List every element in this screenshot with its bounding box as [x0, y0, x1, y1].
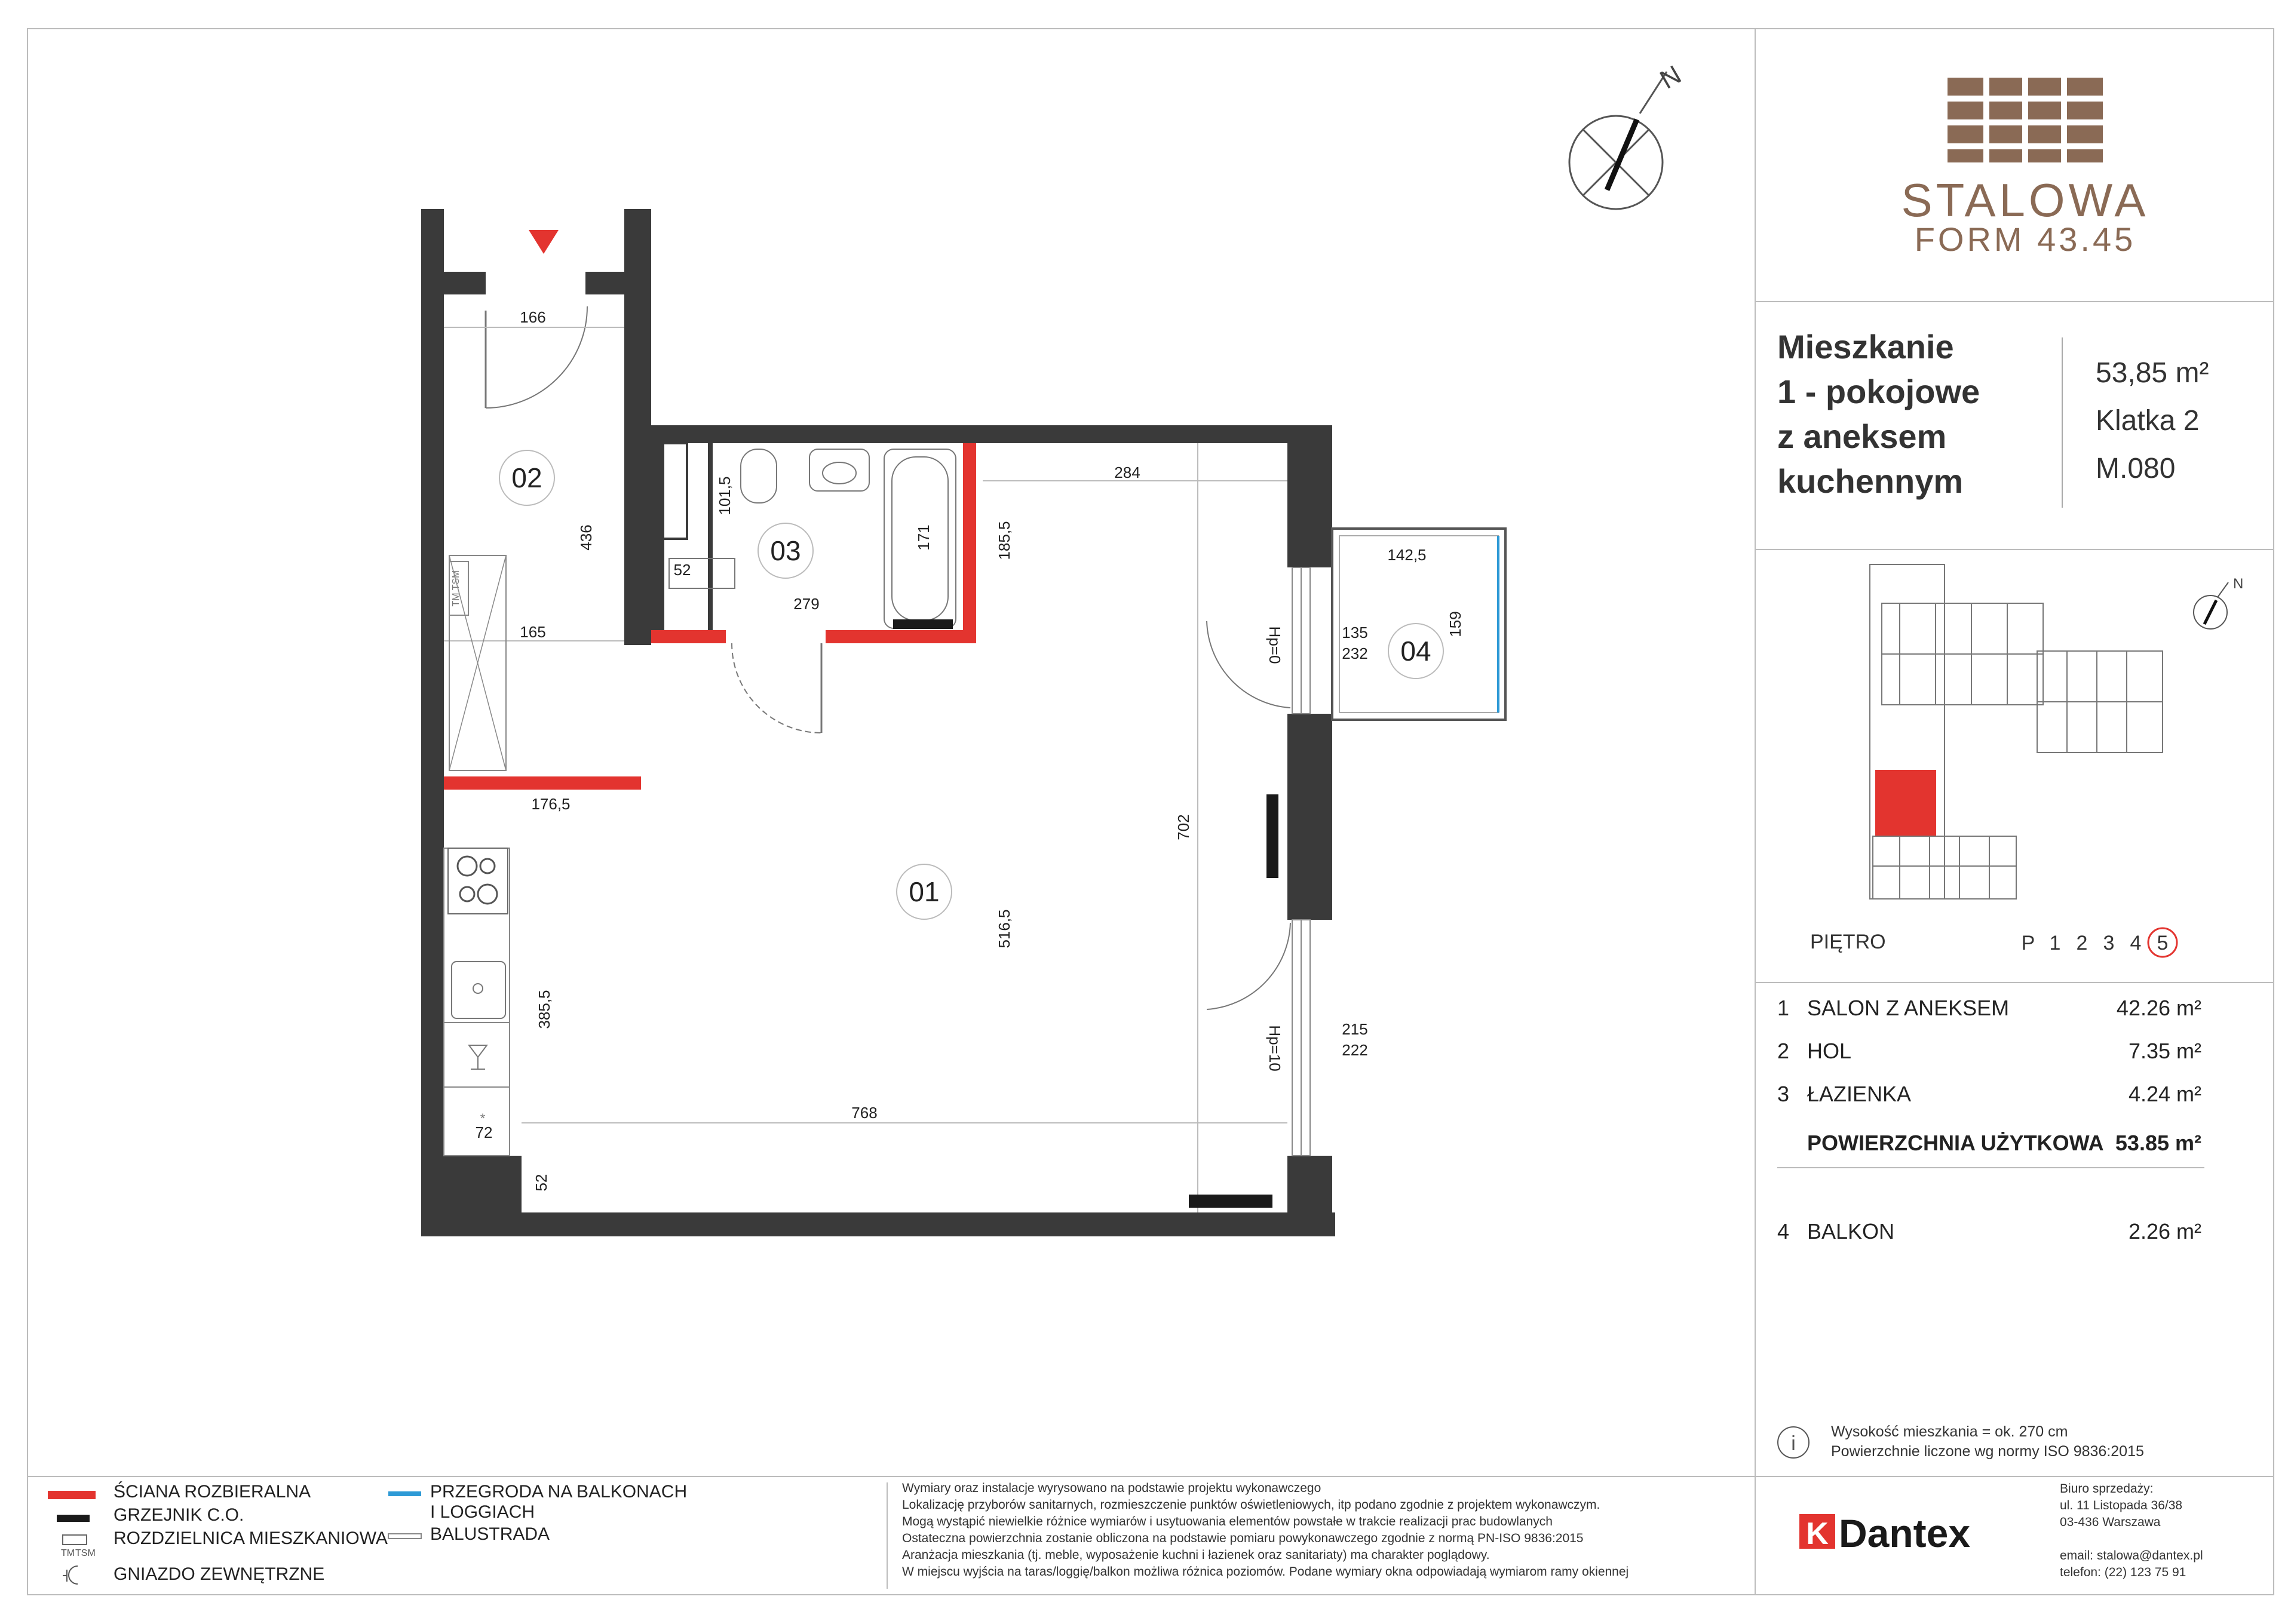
wall-hall-right: [624, 209, 651, 645]
room-label-01: [897, 864, 952, 919]
svg-text:HOL: HOL: [1807, 1039, 1852, 1063]
svg-text:171: 171: [915, 524, 933, 551]
entrance-marker: [529, 230, 559, 254]
floor-1[interactable]: 1: [2049, 932, 2061, 954]
svg-text:BALKON: BALKON: [1807, 1219, 1895, 1244]
brand-logo: [1948, 78, 2103, 162]
apartment-type: [1777, 328, 1980, 500]
svg-text:BALUSTRADA: BALUSTRADA: [430, 1524, 550, 1544]
kitchen-counter: [444, 848, 510, 1156]
info-line-2: Powierzchnie liczone wg normy ISO 9836:2015: [1831, 1443, 2144, 1460]
removable-wall-2: [826, 630, 975, 643]
svg-text:W miejscu wyjścia na taras/log: W miejscu wyjścia na taras/loggię/balkon możliwa różnica poziomów. Podane wymiary okna odpowiadają wymiarom ramy okiennej: [902, 1565, 1629, 1579]
svg-text:i: i: [1791, 1432, 1796, 1455]
floor-label: PIĘTRO: [1810, 931, 1886, 953]
removable-wall-1: [651, 630, 726, 643]
legend-distribution-box: [63, 1535, 87, 1545]
svg-text:I LOGGIACH: I LOGGIACH: [430, 1502, 535, 1522]
svg-text:166: 166: [520, 308, 546, 326]
svg-text:Mieszkanie: Mieszkanie: [1777, 328, 1954, 366]
svg-text:kuchennym: kuchennym: [1777, 462, 1964, 500]
floor-2[interactable]: 2: [2076, 932, 2088, 954]
svg-text:702: 702: [1174, 814, 1192, 840]
wall-bottom: [421, 1212, 1335, 1236]
svg-text:185,5: 185,5: [995, 521, 1013, 560]
svg-text:01: 01: [909, 876, 940, 907]
svg-text:4: 4: [1777, 1219, 1790, 1244]
svg-text:101,5: 101,5: [716, 476, 734, 515]
sales-office: [2060, 1482, 2203, 1579]
svg-text:Wymiary oraz instalacje wyryso: Wymiary oraz instalacje wyrysowano na podstawie projektu wykonawczego: [902, 1481, 1321, 1495]
svg-text:2.26 m²: 2.26 m²: [2128, 1219, 2201, 1244]
sheet-frame: [27, 29, 2274, 1595]
legend-partition-swatch: [388, 1491, 421, 1496]
room-label-04: [1388, 624, 1443, 679]
disclaimer: [902, 1481, 1629, 1579]
compass-icon: [1569, 60, 1686, 209]
svg-text:ul. 11 Listopada 36/38: ul. 11 Listopada 36/38: [2060, 1499, 2183, 1512]
sales-email[interactable]: email: stalowa@dantex.pl: [2060, 1549, 2203, 1562]
info-line-1: Wysokość mieszkania = ok. 270 cm: [1831, 1423, 2068, 1440]
wall-right-2: [1287, 714, 1332, 920]
developer-logo: [1799, 1511, 1970, 1555]
removable-wall-4: [444, 776, 641, 790]
svg-text:215: 215: [1342, 1020, 1368, 1038]
svg-text:TSM: TSM: [75, 1548, 96, 1558]
svg-text:Mogą wystąpić niewielkie różni: Mogą wystąpić niewielkie różnice wymiarów i usytuowania elementów powstałe w trakcie realizacji prac budowlanych: [902, 1515, 1553, 1528]
dishwasher-icon: [469, 1045, 487, 1069]
svg-text:135: 135: [1342, 624, 1368, 641]
floor-p[interactable]: P: [2021, 932, 2035, 954]
svg-text:142,5: 142,5: [1387, 546, 1427, 564]
removable-wall-3: [963, 443, 976, 643]
wall-right-3: [1287, 1156, 1332, 1236]
svg-text:768: 768: [851, 1104, 878, 1122]
svg-text:ŚCIANA ROZBIERALNA: ŚCIANA ROZBIERALNA: [114, 1482, 311, 1502]
svg-text:Biuro sprzedaży:: Biuro sprzedaży:: [2060, 1482, 2154, 1496]
svg-text:GRZEJNIK C.O.: GRZEJNIK C.O.: [114, 1505, 244, 1525]
room-label-03: [758, 523, 813, 578]
svg-text:1: 1: [1777, 996, 1790, 1020]
legend-radiator-swatch: [57, 1515, 90, 1522]
window-door-swing: [1207, 923, 1290, 1009]
svg-text:ŁAZIENKA: ŁAZIENKA: [1807, 1082, 1912, 1106]
fridge-icon: *: [480, 1111, 486, 1126]
svg-text:52: 52: [532, 1174, 550, 1192]
apartment-staircase: Klatka 2: [2096, 405, 2200, 437]
legend-balustrade-swatch: [388, 1534, 421, 1539]
svg-text:2: 2: [1777, 1039, 1790, 1063]
svg-text:222: 222: [1342, 1041, 1368, 1059]
svg-text:165: 165: [520, 623, 546, 641]
building-key-plan[interactable]: [1870, 564, 2163, 899]
wall-top: [651, 425, 1332, 443]
svg-text:GNIAZDO ZEWNĘTRZNE: GNIAZDO ZEWNĘTRZNE: [114, 1564, 325, 1584]
sink-icon: [452, 962, 505, 1018]
svg-text:7.35 m²: 7.35 m²: [2128, 1039, 2201, 1063]
toilet-icon: [741, 449, 777, 503]
svg-text:03: 03: [770, 535, 801, 566]
compass-n: N: [1655, 60, 1686, 95]
wall-corner-block: [444, 1156, 522, 1212]
svg-text:Aranżacja mieszkania (tj. mebl: Aranżacja mieszkania (tj. meble, wyposażenie kuchni i łazienek oraz sanitariaty) ma charakter poglądowy.: [902, 1548, 1490, 1562]
svg-text:Dantex: Dantex: [1839, 1511, 1971, 1555]
svg-text:279: 279: [793, 595, 820, 613]
radiator-1: [1266, 794, 1278, 878]
svg-text:K: K: [1806, 1516, 1829, 1551]
svg-text:Ostateczna powierzchnia zostan: Ostateczna powierzchnia zostanie obliczona na podstawie pomiaru powykonawczego zgodnie z normą PN-ISO 9836:2015: [902, 1531, 1584, 1545]
wall-hall-top-right: [585, 272, 624, 294]
svg-text:ROZDZIELNICA MIESZKANIOWA: ROZDZIELNICA MIESZKANIOWA: [114, 1528, 388, 1548]
radiator-2: [1189, 1195, 1272, 1208]
cooktop-icon: [448, 848, 508, 914]
wall-right-1: [1287, 425, 1332, 567]
svg-text:Lokalizację przyborów sanitarn: Lokalizację przyborów sanitarnych, rozmieszczenie punktów oświetleniowych, itp podano zgodnie z projektem wykonawczym.: [902, 1498, 1600, 1512]
wall-hall-top-left: [444, 272, 486, 294]
svg-text:PRZEGRODA NA BALKONACH: PRZEGRODA NA BALKONACH: [430, 1482, 688, 1502]
svg-text:z aneksem: z aneksem: [1777, 417, 1947, 455]
svg-text:N: N: [2233, 576, 2244, 592]
svg-text:436: 436: [577, 524, 595, 551]
floor-3[interactable]: 3: [2103, 932, 2115, 954]
svg-text:42.26 m²: 42.26 m²: [2116, 996, 2201, 1020]
info-icon: [1778, 1427, 1809, 1458]
floor-plan: [421, 209, 1505, 1236]
keyplan-compass-icon: [2194, 576, 2243, 629]
legend: [48, 1481, 687, 1584]
svg-text:52: 52: [673, 561, 691, 579]
bath-door-swing: [732, 643, 821, 733]
floor-5[interactable]: 5: [2157, 932, 2169, 954]
svg-text:232: 232: [1342, 644, 1368, 662]
svg-text:284: 284: [1114, 463, 1140, 481]
svg-text:1 - pokojowe: 1 - pokojowe: [1777, 373, 1980, 410]
svg-text:3: 3: [1777, 1082, 1790, 1106]
rooms-table: [1777, 996, 2204, 1244]
outdoor-socket-icon: [63, 1566, 78, 1584]
window-mark-2: Hp=10: [1266, 1025, 1284, 1072]
total-label: POWIERZCHNIA UŻYTKOWA: [1807, 1131, 2104, 1155]
svg-text:72: 72: [475, 1123, 493, 1141]
apartment-area: 53,85 m²: [2096, 357, 2209, 389]
tm-tsm-label: TM TSM: [451, 570, 461, 607]
svg-text:516,5: 516,5: [995, 909, 1013, 948]
washbasin-icon: [809, 449, 869, 491]
svg-text:SALON Z ANEKSEM: SALON Z ANEKSEM: [1807, 996, 2010, 1020]
window-mark-1: Hp=0: [1266, 626, 1284, 664]
radiator-3: [893, 619, 953, 629]
total-area: 53.85 m²: [2115, 1131, 2201, 1155]
svg-text:03-436 Warszawa: 03-436 Warszawa: [2060, 1515, 2161, 1529]
svg-text:02: 02: [511, 462, 542, 493]
svg-text:159: 159: [1446, 611, 1464, 637]
svg-text:176,5: 176,5: [531, 795, 571, 813]
svg-text:TM: TM: [61, 1548, 75, 1558]
bath-wall-inner: [708, 443, 713, 640]
svg-text:04: 04: [1400, 636, 1431, 667]
wall-left: [421, 209, 444, 1236]
svg-text:4.24 m²: 4.24 m²: [2128, 1082, 2201, 1106]
apartment-unit: M.080: [2096, 453, 2176, 484]
room-label-02: [499, 450, 554, 505]
floor-4[interactable]: 4: [2130, 932, 2142, 954]
bath-wall-left: [651, 439, 664, 642]
floor-selector: [2022, 928, 2177, 957]
sales-phone[interactable]: telefon: (22) 123 75 91: [2060, 1565, 2186, 1579]
brand-name-2: FORM 43.45: [1914, 220, 2136, 258]
svg-text:385,5: 385,5: [535, 990, 553, 1029]
legend-wall-swatch: [48, 1491, 96, 1499]
brand-name-1: STALOWA: [1901, 174, 2149, 226]
